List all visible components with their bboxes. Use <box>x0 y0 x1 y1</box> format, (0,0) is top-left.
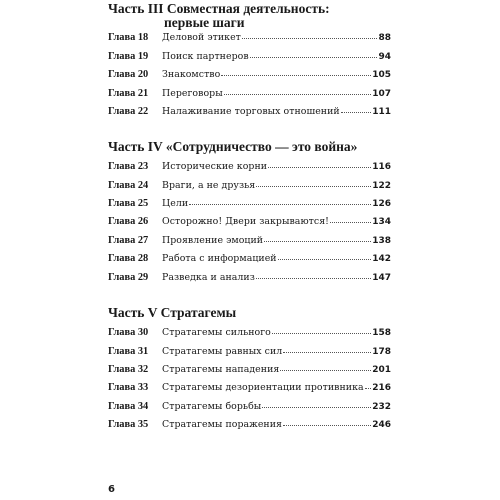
chapter-number: Глава 34 <box>108 401 149 412</box>
toc-entry-ch29[interactable] <box>108 272 391 284</box>
dot-leader <box>256 186 371 187</box>
chapter-number: Глава 21 <box>108 88 149 99</box>
part-4-heading <box>108 140 398 154</box>
part-4-title-line1: Часть IV «Сотрудничество — это война» <box>108 139 358 154</box>
chapter-title: Налаживание торговых отношений <box>162 106 340 117</box>
toc-entry-ch25[interactable] <box>108 198 391 210</box>
chapter-title: Осторожно! Двери закрываются! <box>162 216 329 227</box>
page-ref: 138 <box>372 236 391 246</box>
chapter-number: Глава 28 <box>108 253 149 264</box>
page-ref: 201 <box>372 365 391 375</box>
dot-leader <box>250 57 378 58</box>
chapter-number: Глава 30 <box>108 327 149 338</box>
part-3-heading <box>108 2 398 30</box>
toc-entry-ch22[interactable] <box>108 106 391 118</box>
chapter-title: Цели <box>162 198 189 209</box>
page-ref: 134 <box>372 217 391 227</box>
chapter-title: Стратагемы борьбы <box>162 401 262 412</box>
chapter-number: Глава 19 <box>108 51 149 62</box>
toc-entry-ch23[interactable] <box>108 161 391 173</box>
chapter-number: Глава 26 <box>108 216 149 227</box>
chapter-title: Стратагемы поражения <box>162 419 282 430</box>
dot-leader <box>283 425 371 426</box>
page-ref: 147 <box>372 273 391 283</box>
page-ref: 107 <box>372 89 391 99</box>
dot-leader <box>365 388 372 389</box>
dot-leader <box>224 94 371 95</box>
toc-entry-ch28[interactable] <box>108 253 391 265</box>
part-3-title-line2: первые шаги <box>164 15 245 30</box>
page-ref: 158 <box>372 328 391 338</box>
chapter-title: Проявление эмоций <box>162 235 264 246</box>
chapter-title: Деловой этикет <box>162 32 241 43</box>
dot-leader <box>341 112 372 113</box>
chapter-title: Стратагемы нападения <box>162 364 280 375</box>
toc-entry-ch19[interactable] <box>108 51 391 63</box>
dot-leader <box>278 259 372 260</box>
toc-entry-ch27[interactable] <box>108 235 391 247</box>
chapter-number: Глава 18 <box>108 32 149 43</box>
toc-entry-ch32[interactable] <box>108 364 391 376</box>
toc-entry-ch30[interactable] <box>108 327 391 339</box>
chapter-number: Глава 22 <box>108 106 149 117</box>
toc-entry-ch18[interactable] <box>108 32 391 44</box>
chapter-title: Стратагемы дезориентации противника <box>162 382 364 393</box>
part-5-heading <box>108 306 398 320</box>
toc-entry-ch34[interactable] <box>108 401 391 413</box>
toc-entry-ch20[interactable] <box>108 69 391 81</box>
page-ref: 122 <box>372 181 391 191</box>
toc-entry-ch31[interactable] <box>108 346 391 358</box>
dot-leader <box>330 222 371 223</box>
page-number: 6 <box>108 484 115 495</box>
page-ref: 94 <box>378 52 391 62</box>
chapter-number: Глава 20 <box>108 69 149 80</box>
chapter-number: Глава 24 <box>108 180 149 191</box>
part-5-title-line1: Часть V Стратагемы <box>108 305 237 320</box>
chapter-title: Разведка и анализ <box>162 272 255 283</box>
chapter-number: Глава 33 <box>108 382 149 393</box>
page-ref: 126 <box>372 199 391 209</box>
chapter-number: Глава 25 <box>108 198 149 209</box>
dot-leader <box>268 167 371 168</box>
dot-leader <box>221 75 371 76</box>
page-ref: 178 <box>372 347 391 357</box>
page-ref: 111 <box>372 107 391 117</box>
toc-entry-ch24[interactable] <box>108 180 391 192</box>
toc-entry-ch21[interactable] <box>108 88 391 100</box>
dot-leader <box>256 278 371 279</box>
dot-leader <box>280 370 371 371</box>
chapter-number: Глава 29 <box>108 272 149 283</box>
chapter-number: Глава 31 <box>108 346 149 357</box>
chapter-title: Исторические корни <box>162 161 268 172</box>
dot-leader <box>264 241 371 242</box>
page-ref: 232 <box>372 402 391 412</box>
page-ref: 216 <box>372 383 391 393</box>
chapter-number: Глава 35 <box>108 419 149 430</box>
chapter-title: Поиск партнеров <box>162 51 249 62</box>
chapter-title: Враги, а не друзья <box>162 180 256 191</box>
chapter-title: Стратагемы сильного <box>162 327 271 338</box>
page-ref: 88 <box>378 33 391 43</box>
dot-leader <box>272 333 371 334</box>
dot-leader <box>262 407 371 408</box>
page-ref: 105 <box>372 70 391 80</box>
toc-entry-ch26[interactable] <box>108 216 391 228</box>
chapter-number: Глава 32 <box>108 364 149 375</box>
page-ref: 142 <box>372 254 391 264</box>
chapter-number: Глава 27 <box>108 235 149 246</box>
chapter-title: Знакомство <box>162 69 221 80</box>
dot-leader <box>242 38 378 39</box>
chapter-title: Работа с информацией <box>162 253 277 264</box>
chapter-title: Стратагемы равных сил <box>162 346 283 357</box>
toc-entry-ch35[interactable] <box>108 419 391 431</box>
dot-leader <box>283 352 371 353</box>
page-ref: 116 <box>372 162 391 172</box>
part-3-title-line1: Часть III Совместная деятельность: <box>108 1 330 16</box>
dot-leader <box>189 204 371 205</box>
toc-entry-ch33[interactable] <box>108 382 391 394</box>
chapter-number: Глава 23 <box>108 161 149 172</box>
chapter-title: Переговоры <box>162 88 223 99</box>
page-ref: 246 <box>372 420 391 430</box>
